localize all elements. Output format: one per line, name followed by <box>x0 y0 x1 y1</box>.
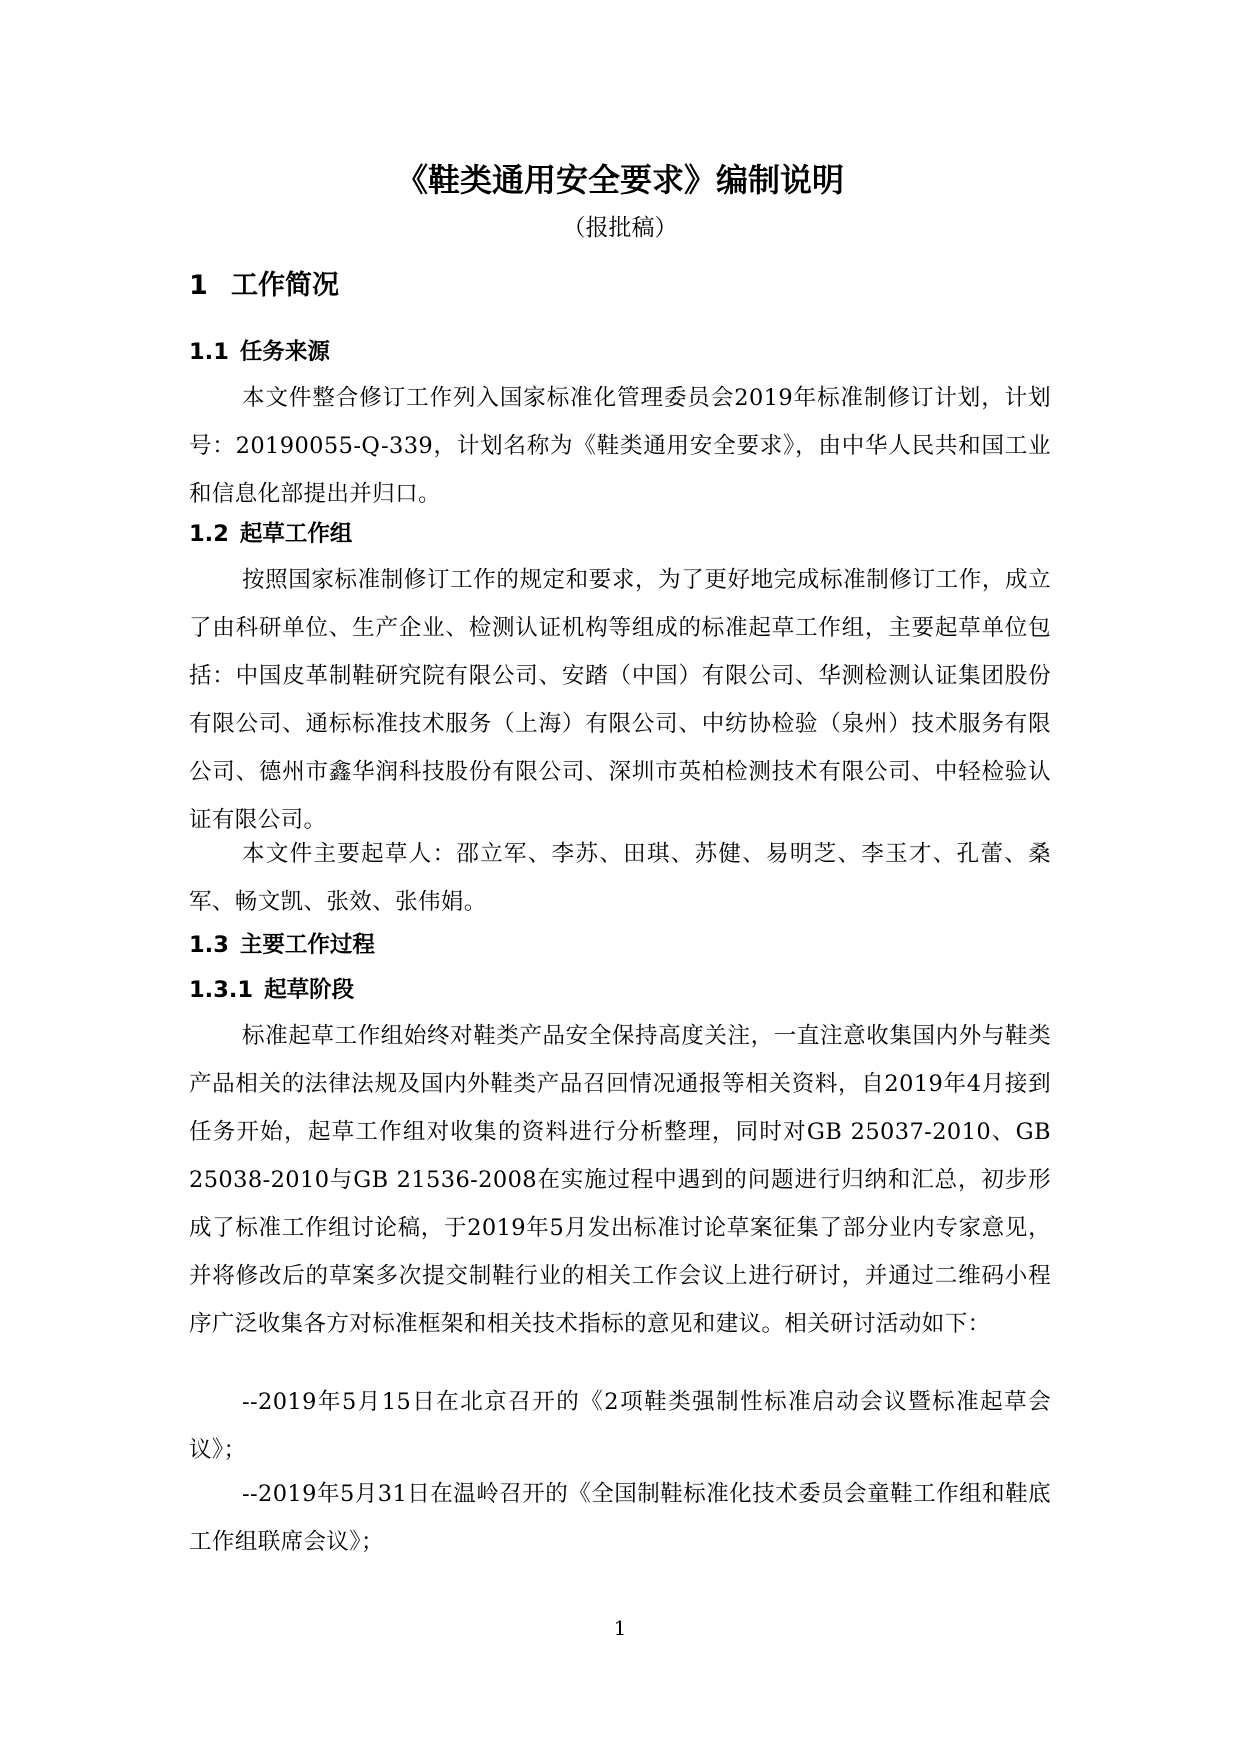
section-1-3-1-paragraph: 标准起草工作组始终对鞋类产品安全保持高度关注，一直注意收集国内外与鞋类产品相关的法律法规及国内外鞋类产品召回情况通报等相关资料，自2019年4月接到任务开始，起草工作组对收集的资料进行分析整理，同时对GB 25037-2010、GB 25038-2010与GB 21536-2008在实施过程中遇到的问题进行归纳和汇总，初步形成了标准工作组讨论稿，于2019年5月发出标准讨论草案征集了部分业内专家意见，并将修改后的草案多次提交制鞋行业的相关工作会议上进行研讨，并通过二维码小程序广泛收集各方对标准框架和相关技术指标的意见和建议。相关研讨活动如下： <box>189 1023 1051 1337</box>
document-title: 《鞋类通用安全要求》编制说明 <box>395 161 844 199</box>
section-1-1-title: 任务来源 <box>239 339 330 365</box>
section-1-2-paragraph-1: 按照国家标准制修订工作的规定和要求，为了更好地完成标准制修订工作，成立了由科研单位、生产企业、检测认证机构等组成的标准起草工作组，主要起草单位包括：中国皮革制鞋研究院有限公司、安踏（中国）有限公司、华测检测认证集团股份有限公司、通标标准技术服务（上海）有限公司、中纺协检验（泉州）技术服务有限公司、德州市鑫华润科技股份有限公司、深圳市英柏检测技术有限公司、中轻检验认证有限公司。 <box>189 567 1051 833</box>
section-1-3-title: 主要工作过程 <box>239 932 375 958</box>
section-1-3-1-list-item-2: --2019年5月31日在温岭召开的《全国制鞋标准化技术委员会童鞋工作组和鞋底工作组联席会议》； <box>189 1481 1051 1555</box>
section-1-number: 1 <box>189 270 208 301</box>
section-1-heading <box>189 266 339 306</box>
section-1-1-paragraph: 本文件整合修订工作列入国家标准化管理委员会2019年标准制修订计划，计划号：20190055-Q-339，计划名称为《鞋类通用安全要求》，由中华人民共和国工业和信息化部提出并归口。 <box>189 385 1051 507</box>
section-1-3-1-number: 1.3.1 <box>189 977 254 1003</box>
section-1-3-1-title: 起草阶段 <box>264 977 355 1003</box>
section-1-2-heading <box>189 516 352 552</box>
section-1-1-heading <box>189 334 330 370</box>
section-1-2-number: 1.2 <box>189 521 229 547</box>
document-subtitle: （报批稿） <box>562 215 678 241</box>
section-1-3-1-list-item-1: --2019年5月15日在北京召开的《2项鞋类强制性标准启动会议暨标准起草会议》； <box>189 1389 1051 1463</box>
section-1-2-paragraph-2: 本文件主要起草人：邵立军、李苏、田琪、苏健、易明芝、李玉才、孔蕾、桑军、畅文凯、张效、张伟娟。 <box>189 841 1051 915</box>
page-number: 1 <box>613 1616 627 1640</box>
section-1-2-title: 起草工作组 <box>239 521 353 547</box>
section-1-3-1-heading <box>189 972 354 1008</box>
section-1-1-number: 1.1 <box>189 339 229 365</box>
section-1-3-heading <box>189 927 375 963</box>
section-1-3-number: 1.3 <box>189 932 229 958</box>
section-1-title: 工作简况 <box>231 270 339 301</box>
